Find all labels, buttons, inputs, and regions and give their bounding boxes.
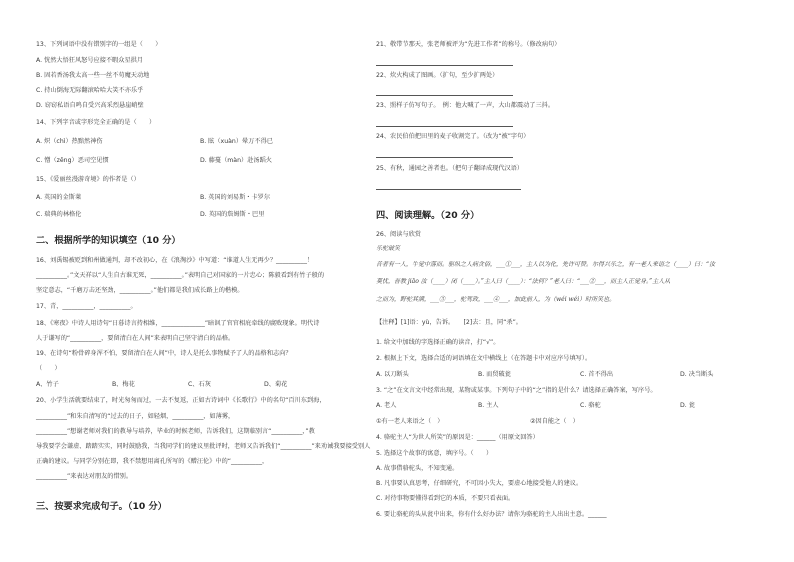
q19-option-d: D、菊花 xyxy=(264,381,288,388)
q16-line-1: 16、刘禹锡被贬到和州做通判，却不改初心，在《浪淘沙》中写道：“谁道人生无再少？__________！ xyxy=(36,257,314,264)
q18-line-2: 人于谦写的“__________，要留清白在人间”来表明自己坚守清白的品格。 xyxy=(36,335,235,342)
q14-option-d: D. 藤蔓（màn）赴汤蹈火 xyxy=(200,157,272,164)
sub-q2-option-b: B. 而贸破瓮 xyxy=(478,371,511,378)
q26: 26、阅读与欣赏 xyxy=(376,231,421,238)
q20-line-3: __________”想谢老师对我们的教导与培养，毕业的时候老师，告诉我们，这期临别言“__________，”教 xyxy=(36,428,315,435)
sub-q3-option-b: B. 主人 xyxy=(478,402,499,409)
q25: 25、有秋，通园之善者也。（把句子翻译成现代汉语） xyxy=(376,165,524,172)
q19-line-2: （ ） xyxy=(36,365,61,372)
answer-line[interactable] xyxy=(376,189,521,190)
q13-option-d: D. 窃窃私语自鸣自受兴高采烈悬崖峭壁 xyxy=(36,102,144,109)
q15-option-a: A. 英国的金斯莱 xyxy=(36,194,82,201)
section-3-title: 三、按要求完成句子。（10 分） xyxy=(36,501,167,512)
q15-option-d: D. 英国的詹姆斯・巴里 xyxy=(200,211,265,218)
q22: 22、炊火构成了图画。（扩句，至少扩两处） xyxy=(376,72,499,79)
q13-option-a: A. 恍然大悟狂风怒号应接不暇众星拱月 xyxy=(36,57,144,64)
passage-line-1: 昔者有一人，牛觉中落而。驱纵之人病贪俗，___①___，主人以为化，先许可赞。尔得兴乐之，有一老人来语之（____）曰：“汝 xyxy=(376,261,716,268)
q20-line-6: __________”来表达对朋友的惜别。 xyxy=(36,473,133,480)
sub-q5-option-a: A. 故事借骆驼头，不知变通。 xyxy=(376,465,459,472)
q14-option-a: A. 炽（chì）热黯然神伤 xyxy=(36,138,103,145)
sub-q1: 1. 给文中加线的字选择正确的读音，打“√”。 xyxy=(376,339,500,346)
q15-option-b: B. 英国的刘易斯・卡罗尔 xyxy=(200,194,271,201)
passage-note: 【注释】[1]语：yù，告诉。 [2]去：且，同“杀”。 xyxy=(376,319,522,326)
q15-stem: 15、《爱丽丝漫游奇境》的作者是（） xyxy=(36,176,140,183)
q20-line-4: 导我要学会谦虚、踏踏实实，同时鼓励我，当我同学们的建议里批评时，老师又告诉我们“__________”来劝诫我要接受别人 xyxy=(36,443,371,450)
sub-q3-item-2: ②因自能之（ ） xyxy=(530,418,579,425)
sub-q3-option-c: C. 骆驼 xyxy=(580,402,601,409)
sub-q5: 5. 选择这个故事的寓意，填序号。（ ） xyxy=(376,450,493,457)
q20-line-5: 正确的建议。与同学分别在即，我不禁想用离孔所写的《赠汪伦》中的“__________， xyxy=(36,458,269,465)
q20-line-2: __________”和朱自清写的“过去的日子，如轻烟，__________，如薄雾， xyxy=(36,413,235,420)
section-2-title: 二、根据所学的知识填空（10 分） xyxy=(36,235,181,246)
sub-q2: 2. 根据上下文，选择合适的词语填在文中横线上（在答题卡中对应序号填写）。 xyxy=(376,355,592,362)
answer-line[interactable] xyxy=(376,157,513,158)
section-4-title: 四、阅读理解。（20 分） xyxy=(376,210,480,221)
answer-line[interactable] xyxy=(376,65,513,66)
q18-line-1: 18、《寒夜》中诗人用诗句“日暮诗言持相维，______________”暗讽了官官相庇牵线的腐败现象。明代诗 xyxy=(36,320,320,327)
q19-option-c: C、石灰 xyxy=(188,381,211,388)
answer-line[interactable] xyxy=(376,95,513,96)
sub-q6: 6. 要让骆驼的头从瓮中出来，你有什么好办法？请你为骆驼的主人出出主意。______ xyxy=(376,511,607,518)
q23: 23、照样子仿写句子。 例：他大喊了一声，大山都震动了三抖。 xyxy=(376,102,555,109)
q13-option-c: C. 持山倒海无际翻滚哈哈大笑不亦乐乎 xyxy=(36,87,144,94)
sub-q5-option-c: C. 对待事物要懂得看到它的本质，不要只看表面。 xyxy=(376,495,515,502)
sub-q2-option-a: A. 以刀断头 xyxy=(376,371,409,378)
passage-title: 乐驼破笑 xyxy=(376,245,401,252)
sub-q4: 4. 骆驼主人“为世人所笑”的原因是：______（用原文回答） xyxy=(376,434,539,441)
q14-option-b: B. 眩（xuàn）晕万不得已 xyxy=(200,138,273,145)
q19-option-a: A、竹子 xyxy=(36,381,59,388)
answer-line[interactable] xyxy=(376,126,513,127)
q21: 21、敬带节那天，张老师被评为“先进工作者”的称号。（修改病句） xyxy=(376,41,561,48)
q16-line-3: 坚定意志，“千磨万击还坚劲，__________。”他们都是我们成长路上的楷模。 xyxy=(36,287,244,294)
q17: 17、青，__________，__________。 xyxy=(36,303,137,310)
sub-q3-item-1: ①有一老人来语之（ ） xyxy=(376,418,444,425)
q19-line-1: 19、在诗句“粉骨碎身浑不怕，要留清白在人间”中，诗人是托么事物赋予了人的品格和志向？ xyxy=(36,350,292,357)
sub-q3-option-d: D. 瓮 xyxy=(680,402,695,409)
sub-q3-option-a: A. 老人 xyxy=(376,402,397,409)
passage-line-2: 莫忧，吾教 jiāo 汝（____）闭（____）。”主人曰（____）：“法何？”老人曰：“___②___，而主人正觉身。”主人从 xyxy=(376,278,671,285)
passage-line-3: 之而为，野驼其满，___③___，驼驾致，___④___，加此前人，为（wéi wéi）时所笑也。 xyxy=(376,296,616,303)
q14-option-c: C. 憎（zēng）恶司空见惯 xyxy=(36,157,109,164)
sub-q2-option-c: C. 首不得出 xyxy=(580,371,614,378)
sub-q5-option-b: B. 凡事要认真思考，仔细研究，不可因小失大，要虚心地接受他人的建议。 xyxy=(376,480,583,487)
q19-option-b: B、梅花 xyxy=(112,381,135,388)
sub-q2-option-d: D. 决当断头 xyxy=(680,371,714,378)
q14-stem: 14、下列字音或字形完全正确的是（ ） xyxy=(36,119,156,126)
q16-line-2: __________。”文天祥以“人生自古谁无死，__________。”表明自己对国家的一片忠心；陈毅看到有竹子般的 xyxy=(36,272,325,279)
sub-q3: 3. “之”在文言文中经常出现，某物或某事。下列句子中的“之”指的是什么？请选择正确答案，写序号。 xyxy=(376,387,657,394)
q13-stem: 13、下列词语中没有错别字的一组是（ ） xyxy=(36,41,162,48)
q20-line-1: 20、小学生活就要结束了，时光匆匆而过，一去不复返，正如古诗词中《长歌行》中的名句“百川东到海， xyxy=(36,397,326,404)
q13-option-b: B. 固若香汤我太高一些一丝不苟魔天动地 xyxy=(36,72,150,79)
q24: 24、农民伯伯把田里的麦子收割完了。（改为“被”字句） xyxy=(376,133,530,140)
q15-option-c: C. 瑞典的林格伦 xyxy=(36,211,82,218)
